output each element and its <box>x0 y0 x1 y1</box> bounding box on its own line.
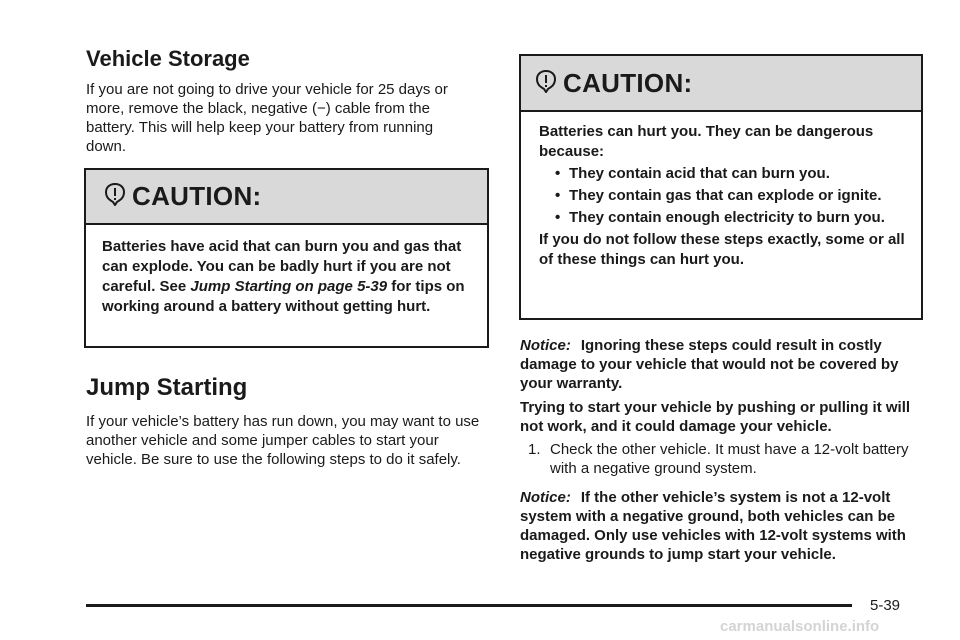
step-number: 1. <box>528 441 541 458</box>
caution-label: CAUTION: <box>132 181 262 211</box>
caution-outro: If you do not follow these steps exactly, some or all of these things can hurt you. <box>539 231 905 268</box>
caution-text-before: Batteries have acid that can burn you and gas that can explode. You can be badly hurt if you are not careful. See <box>102 238 462 295</box>
footer-rule <box>86 604 852 607</box>
push-start-warning: Trying to start your vehicle by pushing or pulling it will not work, and it could damage your vehicle. <box>520 399 911 435</box>
page-number: 5-39 <box>870 597 901 614</box>
notice-12-volt <box>520 488 920 564</box>
vehicle-storage-body: If you are not going to drive your vehicle for 25 days or more, remove the black, negative (−) cable from the battery. This will help keep your battery from running down. <box>86 81 448 155</box>
notice-costly-damage <box>520 336 920 393</box>
jump-starting-body: If your vehicle’s battery has run down, you may want to use another vehicle and some jumper cables to start your vehicle. Be sure to use the following steps to do it safely. <box>86 413 480 468</box>
step-text: Check the other vehicle. It must have a 12-volt battery with a negative ground system. <box>550 441 909 477</box>
caution-text-after: for tips on working around a battery without getting hurt. <box>102 278 465 315</box>
caution-header <box>521 56 921 112</box>
notice-text: Ignoring these steps could result in costly damage to your vehicle that would not be covered by your warranty. <box>520 337 899 392</box>
caution-bullet-list <box>539 164 905 228</box>
caution-text <box>521 112 921 270</box>
warning-icon <box>535 69 557 98</box>
jump-starting-heading: Jump Starting <box>86 374 248 401</box>
notice-label: Notice: <box>520 489 571 506</box>
notice-label: Notice: <box>520 337 571 354</box>
bullet-icon: • <box>555 187 561 204</box>
list-item: • They contain acid that can burn you. <box>555 165 830 182</box>
caution-box-battery-hazards <box>519 54 923 320</box>
vehicle-storage-heading: Vehicle Storage <box>86 46 250 71</box>
warning-icon <box>104 182 126 211</box>
caution-header <box>86 170 487 225</box>
step-1 <box>528 440 918 478</box>
list-item: • They contain gas that can explode or ignite. <box>555 187 882 204</box>
jump-starting-page-reference[interactable]: Jump Starting on page 5-39 <box>190 278 388 295</box>
caution-intro: Batteries can hurt you. They can be dangerous because: <box>539 123 874 160</box>
list-item: • They contain enough electricity to burn you. <box>555 209 885 226</box>
caution-label: CAUTION: <box>563 67 693 98</box>
bullet-icon: • <box>555 165 561 182</box>
bullet-icon: • <box>555 209 561 226</box>
caution-box-battery-acid <box>84 168 489 348</box>
caution-text <box>86 225 487 317</box>
watermark: carmanualsonline.info <box>720 618 880 635</box>
notice-text: If the other vehicle’s system is not a 12-volt system with a negative ground, both vehicles can be damaged. Only use vehicles with 12-volt systems with negative grounds to jump start your vehicle. <box>520 489 906 563</box>
